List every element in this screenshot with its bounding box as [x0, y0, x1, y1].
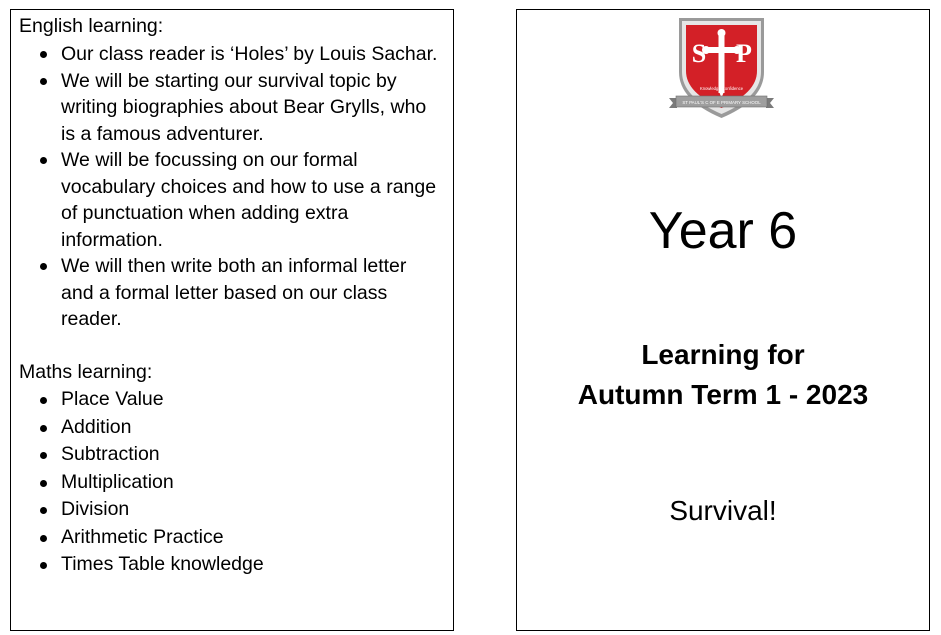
- maths-item-4: Multiplication: [61, 470, 174, 493]
- bullet-icon: [40, 263, 47, 270]
- learning-heading-line1: Learning for: [641, 339, 805, 370]
- maths-item-1: Place Value: [61, 388, 164, 410]
- english-item-1: Our class reader is ‘Holes’ by Louis Sachar.: [61, 43, 438, 65]
- maths-item-2: Addition: [61, 415, 132, 438]
- list-item: [11, 441, 451, 469]
- learning-details-panel: [10, 9, 454, 631]
- logo-letter-s: S: [691, 39, 707, 68]
- list-item: [11, 147, 451, 253]
- bullet-icon: [40, 78, 47, 85]
- logo-motto: Knowledge Confidence: [699, 86, 744, 91]
- maths-item-7: Times Table knowledge: [61, 553, 264, 575]
- maths-item-5: Division: [61, 498, 130, 520]
- learning-heading-line2: Autumn Term 1 - 2023: [577, 379, 869, 410]
- bullet-icon: [40, 452, 47, 459]
- list-item: [11, 253, 451, 333]
- list-item: [11, 496, 451, 524]
- topic-title: Survival!: [669, 495, 777, 526]
- bullet-icon: [40, 157, 47, 164]
- bullet-icon: [40, 535, 47, 542]
- list-item: [11, 469, 451, 497]
- bullet-icon: [40, 562, 47, 569]
- english-item-2: We will be starting our survival topic by writing biographies about Bear Grylls, who is a famous adventurer.: [61, 69, 427, 145]
- bullet-icon: [40, 480, 47, 487]
- bullet-icon: [40, 425, 47, 432]
- cover-panel: [516, 9, 930, 631]
- list-item: [11, 524, 451, 552]
- school-crest-logo: [669, 12, 774, 122]
- english-heading: English learning:: [19, 15, 164, 37]
- english-list: [11, 41, 451, 333]
- list-item: [11, 386, 451, 414]
- maths-item-6: Arithmetic Practice: [61, 525, 224, 548]
- bullet-icon: [40, 397, 47, 404]
- maths-heading: Maths learning:: [19, 361, 153, 383]
- logo-letter-p: P: [736, 39, 752, 68]
- year-title: Year 6: [648, 202, 798, 260]
- list-item: [11, 551, 451, 579]
- list-item: [11, 414, 451, 442]
- list-item: [11, 68, 451, 148]
- maths-item-3: Subtraction: [61, 443, 160, 465]
- english-item-3: We will be focussing on our formal vocabulary choices and how to use a range of punctuation when adding extra information.: [61, 149, 437, 251]
- english-item-4: We will then write both an informal letter and a formal letter based on our class reader.: [61, 255, 407, 330]
- maths-list: [11, 386, 451, 579]
- logo-banner-text: ST PAUL'S C OF E PRIMARY SCHOOL: [682, 99, 761, 105]
- bullet-icon: [40, 51, 47, 58]
- list-item: [11, 41, 451, 68]
- bullet-icon: [40, 507, 47, 514]
